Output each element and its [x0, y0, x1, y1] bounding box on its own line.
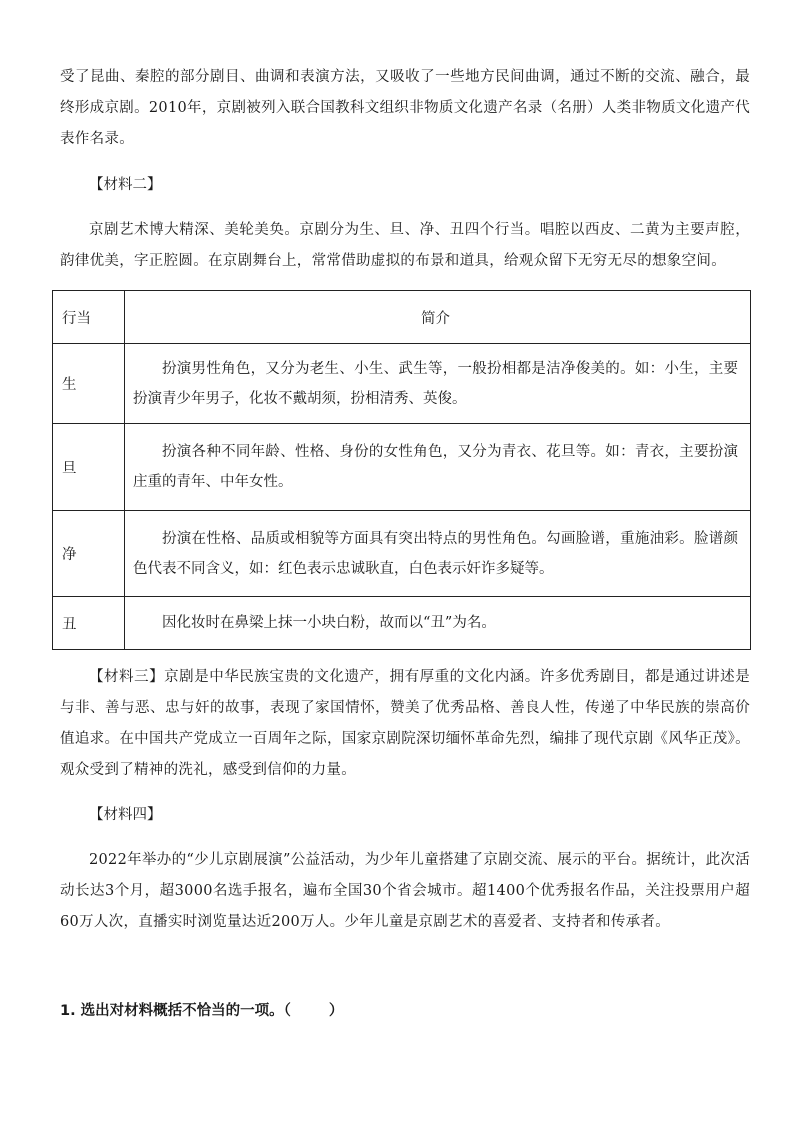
role-cell: 丑	[53, 597, 125, 650]
material-2-heading: 【材料二】	[89, 177, 162, 193]
desc-text: 扮演在性格、品质或相貌等方面具有突出特点的男性角色。勾画脸谱，重施油彩。脸谱颜色代表不同含义，如：红色表示忠诚耿直，白色表示奸诈多疑等。	[133, 530, 738, 577]
question-close-paren: ）	[328, 1003, 344, 1019]
table-row	[53, 597, 751, 650]
role-table	[52, 290, 751, 650]
question-text: 选出对材料概括不恰当的一项。（	[80, 1003, 291, 1019]
material-3-paragraph: 【材料三】京剧是中华民族宝贵的文化遗产，拥有厚重的文化内涵。许多优秀剧目，都是通过讲述是与非、善与恶、忠与奸的故事，表现了家国情怀，赞美了优秀品格、善良人性，传递了中华民族的崇高价值追求。在中国共产党成立一百周年之际，国家京剧院深切缅怀革命先烈，编排了现代京剧《风华正茂》。观众受到了精神的洗礼，感受到信仰的力量。	[60, 669, 750, 778]
table-header-role: 行当	[53, 291, 125, 344]
role-cell: 旦	[53, 424, 125, 511]
table-row	[53, 344, 751, 424]
desc-text: 扮演男性角色，又分为老生、小生、武生等，一般扮相都是洁净俊美的。如：小生，主要扮演青少年男子，化妆不戴胡须，扮相清秀、英俊。	[133, 360, 738, 407]
desc-text: 因化妆时在鼻梁上抹一小块白粉，故而以“丑”为名。	[162, 615, 496, 631]
role-cell: 净	[53, 511, 125, 597]
role-cell: 生	[53, 344, 125, 424]
table-header-desc: 简介	[125, 291, 751, 344]
question-number: 1.	[60, 1003, 76, 1019]
table-header-row	[53, 291, 751, 344]
desc-cell	[125, 424, 751, 511]
intro-paragraph: 受了昆曲、秦腔的部分剧目、曲调和表演方法，又吸收了一些地方民间曲调，通过不断的交流、融合，最终形成京剧。2010年，京剧被列入联合国教科文组织非物质文化遗产名录（名册）人类非物质文化遗产代表作名录。	[60, 69, 750, 147]
material-4-heading: 【材料四】	[89, 807, 162, 823]
material-4-paragraph: 2022年举办的“少儿京剧展演”公益活动，为少年儿童搭建了京剧交流、展示的平台。据统计，此次活动长达3个月，超3000名选手报名，遍布全国30个省会城市。超1400个优秀报名作品，关注投票用户超60万人次，直播实时浏览量达近200万人。少年儿童是京剧艺术的喜爱者、支持者和传承者。	[60, 852, 750, 930]
desc-cell	[125, 511, 751, 597]
desc-text: 扮演各种不同年龄、性格、身份的女性角色，又分为青衣、花旦等。如：青衣，主要扮演庄重的青年、中年女性。	[133, 444, 738, 490]
material-2-paragraph: 京剧艺术博大精深、美轮美奂。京剧分为生、旦、净、丑四个行当。唱腔以西皮、二黄为主要声腔，韵律优美，字正腔圆。在京剧舞台上，常常借助虚拟的布景和道具，给观众留下无穷无尽的想象空间。	[60, 222, 750, 269]
question-1	[60, 996, 343, 1026]
desc-cell	[125, 344, 751, 424]
desc-cell	[125, 597, 751, 650]
table-row	[53, 424, 751, 511]
table-row	[53, 511, 751, 597]
